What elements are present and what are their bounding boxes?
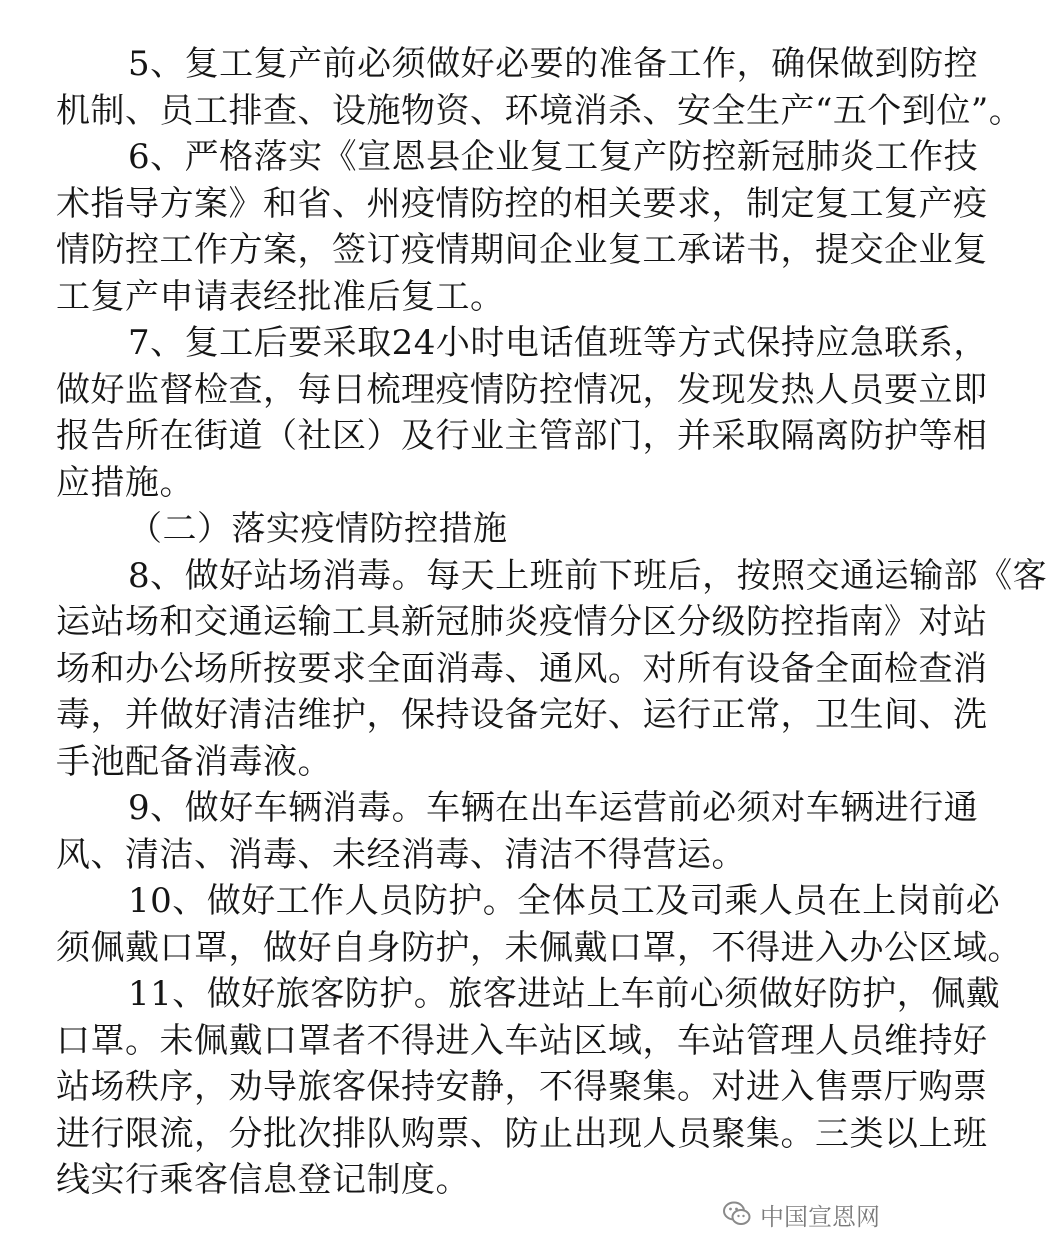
section-heading: （二）落实疫情防控措施 xyxy=(128,509,508,549)
text-line: 进行限流，分批次排队购票、防止出现人员聚集。三类以上班 xyxy=(56,1114,988,1154)
text-line: 5、复工复产前必须做好必要的准备工作，确保做到防控 xyxy=(128,44,979,84)
text-line: 8、做好站场消毒。每天上班前下班后，按照交通运输部《客 xyxy=(128,556,1047,596)
text-line: 应措施。 xyxy=(56,463,194,503)
text-line: 6、严格落实《宣恩县企业复工复产防控新冠肺炎工作技 xyxy=(128,137,979,177)
text-line: 情防控工作方案，签订疫情期间企业复工承诺书，提交企业复 xyxy=(56,230,988,270)
text-line: 手池配备消毒液。 xyxy=(56,742,332,782)
text-line: 线实行乘客信息登记制度。 xyxy=(56,1160,470,1200)
text-line: 风、清洁、消毒、未经消毒、清洁不得营运。 xyxy=(56,835,746,875)
text-line: 站场秩序，劝导旅客保持安静，不得聚集。对进入售票厅购票 xyxy=(56,1067,988,1107)
text-line: 毒，并做好清洁维护，保持设备完好、运行正常，卫生间、洗 xyxy=(56,695,988,735)
text-line: 7、复工后要采取24小时电话值班等方式保持应急联系， xyxy=(128,323,988,363)
text-line: 术指导方案》和省、州疫情防控的相关要求，制定复工复产疫 xyxy=(56,184,988,224)
text-line: 做好监督检查，每日梳理疫情防控情况，发现发热人员要立即 xyxy=(56,370,988,410)
text-line: 场和办公场所按要求全面消毒、通风。对所有设备全面检查消 xyxy=(56,649,988,689)
text-line: 机制、员工排查、设施物资、环境消杀、安全生产“五个到位”。 xyxy=(56,91,1024,131)
text-line: 11、做好旅客防护。旅客进站上车前心须做好防护，佩戴 xyxy=(128,974,1001,1014)
text-line: 9、做好车辆消毒。车辆在出车运营前必须对车辆进行通 xyxy=(128,788,979,828)
text-line: 口罩。未佩戴口罩者不得进入车站区域，车站管理人员维持好 xyxy=(56,1021,988,1061)
watermark xyxy=(722,1196,880,1232)
text-line: 运站场和交通运输工具新冠肺炎疫情分区分级防控指南》对站 xyxy=(56,602,988,642)
text-line: 工复产申请表经批准后复工。 xyxy=(56,277,505,317)
watermark-text: 中国宣恩网 xyxy=(760,1202,880,1231)
text-line: 10、做好工作人员防护。全体员工及司乘人员在上岗前必 xyxy=(128,881,1001,921)
text-line: 报告所在街道（社区）及行业主管部门，并采取隔离防护等相 xyxy=(56,416,988,456)
text-line: 须佩戴口罩，做好自身防护，未佩戴口罩，不得进入办公区域。 xyxy=(56,928,1022,968)
wechat-icon xyxy=(722,1199,752,1229)
